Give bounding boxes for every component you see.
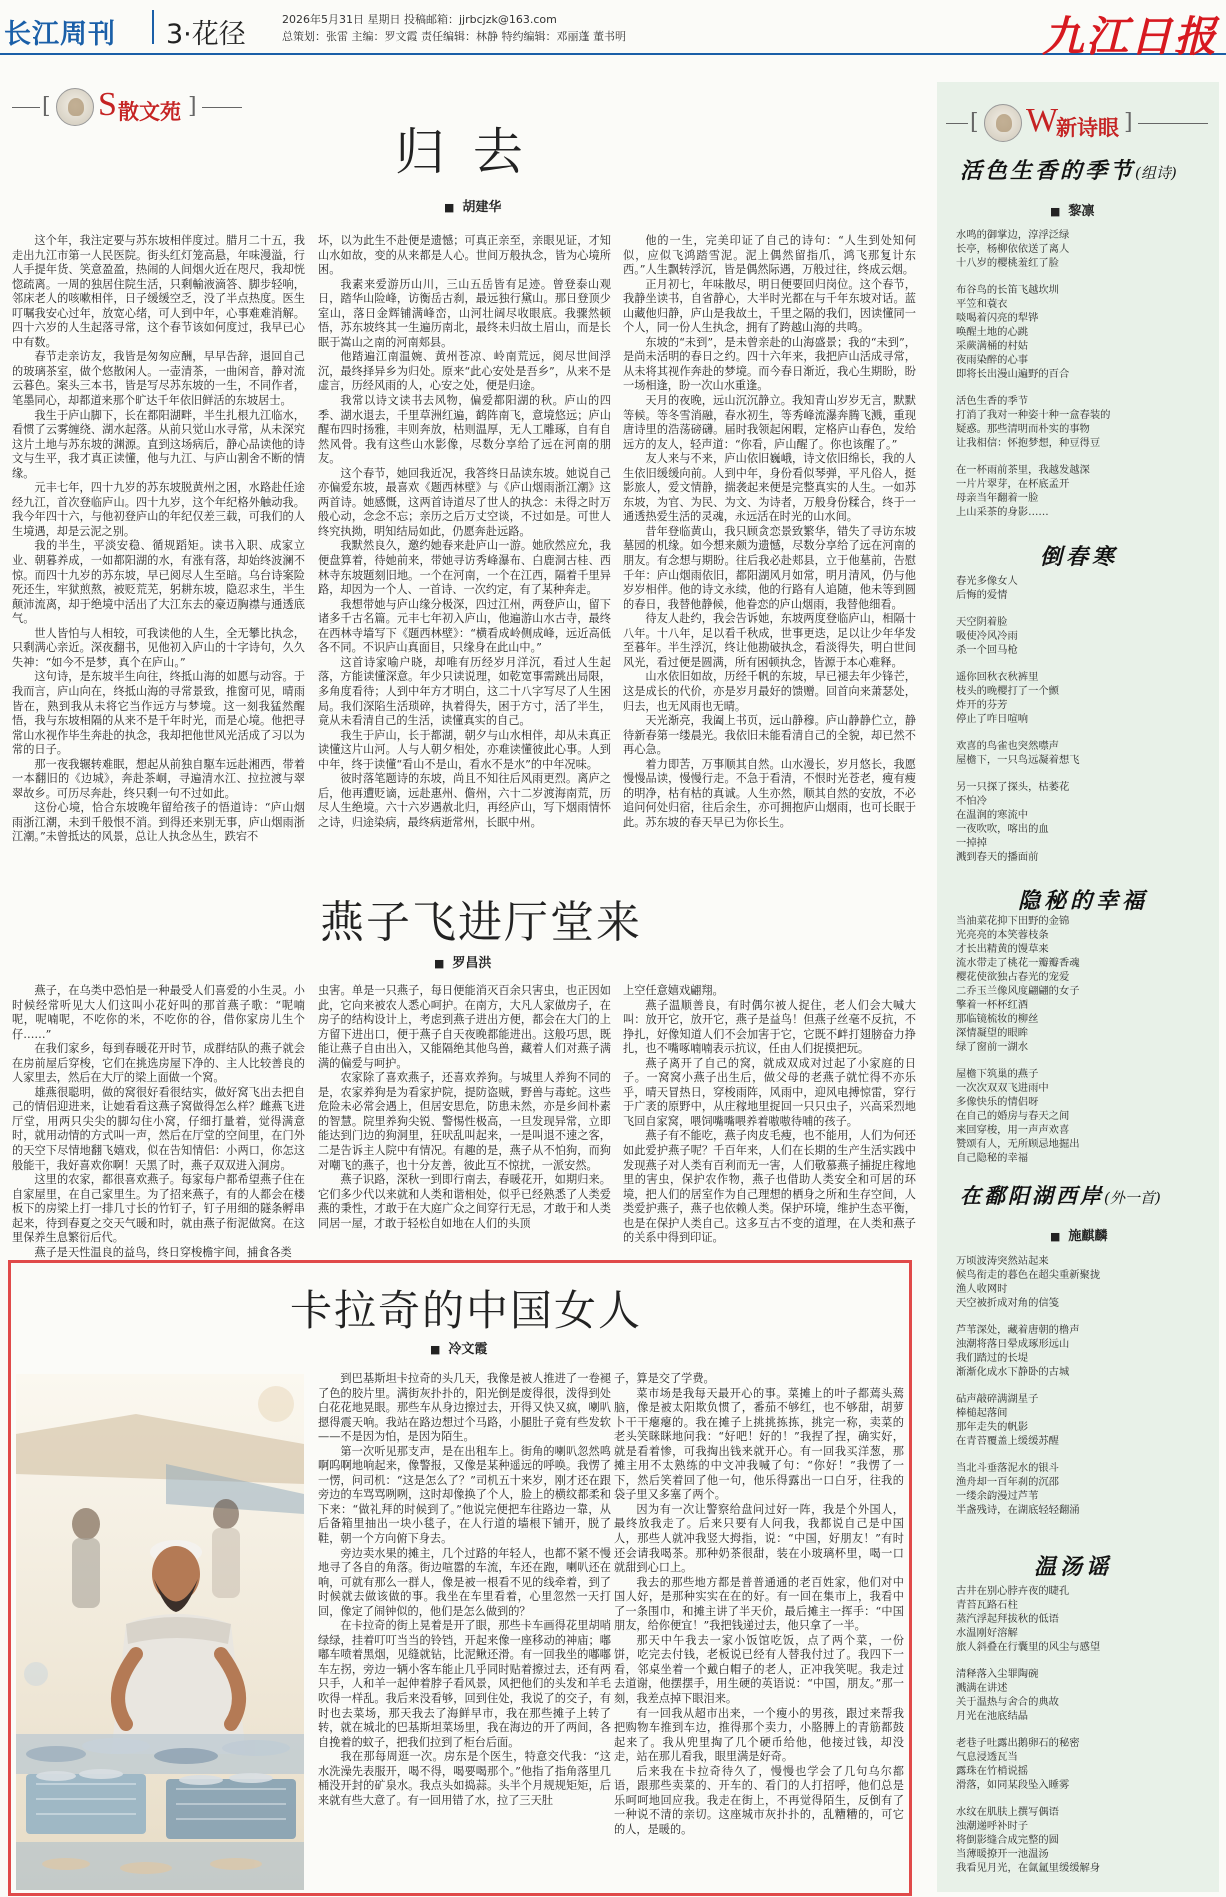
masthead-date-email: 2026年5月31日 星期日 投稿邮箱：jjrbcjzk@163.com: [282, 13, 557, 26]
poem-line: 后悔的爱情: [956, 589, 1008, 601]
market-scene-illustration: [16, 1374, 304, 1890]
paragraph: 虫害。单是一只燕子，每日便能消灭百余只害虫，也正因如此，它向来被农人悉心呵护。在南方，大凡人家做房子，在房子的结构设计上，考虑到燕子进出方便，都会在大门的上方留下进出口，便于燕子自天夜晚都能进出。这般巧思，既能让燕子自由出入，又能隔绝其他鸟兽，藏着人们对燕子满满的偏爱与呵护。: [318, 984, 611, 1070]
paragraph: 着力即苦，万事顺其自然。山水漫长，岁月悠长，我愿慢慢品读，慢慢行走。不急于看清，不恨时光苍老，瘦有瘦的明净，枯有枯的真诚。人生亦然，顺其自然的安放，不必追问何处归宿，往后余生，亦可拥抱庐山烟雨，也可长眠于此。苏东坡的春天早已为你长生。: [623, 757, 916, 829]
poem-line: 上山采茶的身影……: [956, 506, 1049, 518]
poem-line: 赞颂有人，无所顾忌地掘出: [956, 1138, 1080, 1150]
paragraph: 昔年登临黄山，我只顾贪恋景致繁华，错失了寻访东坡墓园的机缘。如今想来颇为遗憾，尽数分享给了远在河南的朋友。有念想与期盼。往后我必赴郏县，立于他墓前，告慰千年：庐山烟雨依旧，都阳湖风月如常，明月清风，仍与他岁岁相伴。他的诗文永续，他的行路有人追随，他未等到圆的春日，我替他静候，他眷恋的庐山烟雨，我替他细看。: [623, 524, 916, 611]
poem-line: 打消了我对一种姿十种一盒春装的: [956, 409, 1111, 421]
paragraph: 他的一生，完美印证了自己的诗句：“人生到处知何似，应似飞鸿踏雪泥。泥上偶然留指爪，鸿飞那复计东西。”人生飘转浮沉，皆是偶然际遇，万般过往，终成云烟。: [623, 234, 916, 277]
tag-initial-letter: S: [98, 86, 117, 123]
paragraph: 那天中午我去一家小饭馆吃饭，点了两个菜，一份饼，吃完去付钱，老板说已经有人替我付过了。我四下一看，邻桌坐着一个戴白帽子的老人，正冲我笑呢。我走过去道谢，他摆摆手，用生硬的英语说：“中国，朋友。”那一刻，我差点掉下眼泪来。: [614, 1633, 904, 1706]
poem-line: 遥你回秋衣秋裤里: [956, 671, 1039, 683]
article-column: [623, 234, 916, 884]
paragraph: 我默然良久，邀约她春来赴庐山一游。她欣然应允，我便盘算着，待她前来，带她寻访秀峰瀑布、白鹿洞古桂、西林寺东坡题刻旧地。一个在河南，一个在江西，隔着千里异路，却因为一个人、一首诗、一次约定，有了某种奔走。: [318, 539, 611, 597]
paragraph: 待友人赴约，我会告诉她，东坡两度登临庐山，相隔十八年。十八年，足以看千秋成，世事更迭，足以让少年华发至暮年。半生浮沉，终让他勘破执念，看淡得失，明白世间风光，看过便是圆满，所有困顿执念，皆源于本心难释。: [623, 612, 916, 669]
article-byline: ■ 冷文霞: [430, 1338, 487, 1357]
article-column: [318, 984, 611, 1248]
paragraph: 菜市场是我每天最开心的事。菜摊上的叶子都蔫头蔫脑，像是被太阳欺负惯了，番茄不够红，也不够甜，胡萝卜干干瘪瘪的。我在摊子上挑挑拣拣，挑完一称，卖菜的老头笑眯眯地问我：“好吧！好的！”我捏了捏，确实好，就是看着惨，可我掏出钱来就开心。有一回我买洋葱，那摊主用不太熟练的中文冲我喊了句：“你好！”我愣了一下，然后笑着回了他一句，他乐得露出一口白牙，往我的袋子里又多塞了两个。: [614, 1386, 904, 1502]
poem-line: 樱花使欲独占春光的宠爱: [956, 971, 1070, 983]
poem-line: 芦苇深处，藏着唐朝的橹声: [956, 1324, 1080, 1336]
paragraph: 我去的那些地方都是普普通通的老百姓家，他们对中国人好，是那种实实在在的好。有一回在集市上，我看中了一条围巾，和摊主讲了半天价，最后摊主一挥手：“中国朋友，给你便宜！”我把钱递过去，他只拿了一半。: [614, 1575, 904, 1633]
tag-rule-right: [202, 107, 242, 108]
poem-line: 布谷鸟的长笛飞越坎圳: [956, 284, 1059, 296]
article-column: [623, 984, 916, 1248]
poem-stanza: [956, 283, 1211, 381]
paragraph: 上空任意嬉戏翩翔。: [623, 984, 724, 997]
page-masthead: [0, 0, 1226, 61]
poem-line: 天空阴着脸: [956, 616, 1008, 628]
paragraph: 这首诗家喻户晓，却唯有历经岁月洋沉，看过人生起落，方能读懂深意。年少只读说理，如乾宽事需跳出局限，多角度看待；人到中年方才明白，这二十八字写尽了人生困局。我们深陷生活琐碎，执着得失，困于方寸，活了半生，竟从未看清自己的生活，读懂真实的自己。: [318, 655, 611, 728]
market-scene-image: [16, 1374, 304, 1890]
tag-title: 新诗眼: [1056, 115, 1119, 140]
poem-line: 当油菜花抑下田野的金锦: [956, 915, 1070, 927]
tag-initial-letter: W: [1026, 102, 1059, 139]
paragraph: 这个年，我注定要与苏东坡相伴度过。腊月二十五，我走出九江市第一人民医院。街头红灯笼高悬，年味漫溢，行人手提年货、笑意盈盈，热闹的人间烟火近在咫尺，我却恍惚疏离。一周的独居住院生活，只剩輸液滴答、脚步轻响，邻床老人的咳嗽相伴，日子缓缓空乏，没了半点热度。医生叮嘱我安心过年，放宽心绪，可人到中年，心事难难消解。四十六岁的人生起落寻常，这个春节该如何度过，我早已心中有数。: [12, 234, 305, 349]
poem-line: 清释落入尘罪陶碗: [956, 1668, 1039, 1680]
poem-line: 母亲当年翻着一脸: [956, 492, 1039, 504]
poem-line: 多像快乐的情侣呀: [956, 1096, 1039, 1108]
paragraph: 第一次听见那支声，是在出租车上。街角的喇叭忽然鸣啊呜啊地响起来，像警报，又像是某种遥远的呼唤。我愣了一愣，问司机：“这是怎么了？”司机五十来岁，刚才还在跟旁边的车骂骂咧咧，这时却像换了个人，脸上的横纹都柔和下来：“做礼拜的时候到了。”他说完便把车往路边一靠，从后备箱里抽出一块小毯子，在人行道的墙根下铺开，脱了鞋，朝一个方向俯下身去。: [318, 1444, 611, 1546]
paragraph: 坏，以为此生不赴便是遗憾；可真正亲至，亲眼见证，才知山水如故，变的从来都是人心。世间万般执念，皆为心境所困。: [318, 234, 611, 277]
poem-stanza: [956, 1805, 1211, 1875]
poem-line: 炸开的芬芳: [956, 699, 1008, 711]
paragraph: 我常以诗文读书去风物，偏爱都阳湖的秋。庐山的四季、湖水退去，千里草洲红遍，鹤阵南飞，意境悠远；庐山醒布四时扬雅，丰则奔放，枯则温厚，无人工雕琢，自有自然风骨。我有这些山水影像，尽数分享给了远在河南的朋友。: [318, 394, 611, 466]
poem-line: 活色生香的季节: [956, 395, 1029, 407]
poem-line: 半盏残诗，在湖底轻轻翻涌: [956, 1504, 1080, 1516]
article-column: [12, 984, 305, 1259]
paragraph: 山水依旧如故，历经千帆的东坡，早已褪去年少锋芒，这是成长的代价，亦是岁月最好的馈赠。回首向来萧瑟处，归去，也无风雨也无晴。: [623, 670, 916, 713]
poem-line: 天空被折成对角的信笺: [956, 1297, 1059, 1309]
paragraph: 元丰七年，四十九岁的苏东坡脱黄州之困，水路赴任途经九江，首次登临庐山。四十九岁，这个年纪格外触动我。我今年四十六，与他初登庐山的年纪仅差三载，可我们的人生境遇，却是云泥之别。: [12, 481, 305, 538]
poem-line: 在一杯雨前茶里，我越发越深: [956, 464, 1090, 476]
poem-line: 疑惑。那些清明而朴实的事物: [956, 423, 1090, 435]
poem-line: 一掉掉: [956, 837, 987, 849]
poem-line: 露珠在竹梢说摇: [956, 1765, 1029, 1777]
article-column: [318, 1372, 611, 1886]
poem-line: 吸使冷风冷雨: [956, 630, 1018, 642]
poem-line: 让我相信：怀抱梦想，种豆得豆: [956, 437, 1101, 449]
paragraph: 他踏遍江南温婉、黄州苍凉、岭南荒远，阅尽世间浮沉，最终择异乡为归处。原来“此心安处是吾乡”，从来不是虚言，历经风雨的人，心安之处，便是归途。: [318, 350, 611, 393]
poem-line: 万顷波涛突然站起来: [956, 1255, 1049, 1267]
paragraph: 我在那每周逛一次。房东是个医生，特意交代我：“这水洗澡先表服开，喝不得，喝要喝那个。”他指了指角落里几桶没开封的矿泉水。我点头如捣蒜。头半个月规规矩矩，后来就有些大意了。有一回用错了水，拉了三天肚: [318, 1750, 611, 1807]
poem-line: 停止了咋日喧响: [956, 713, 1029, 725]
paragraph: 旁边卖水果的摊主，几个过路的年轻人，也都不紧不慢地寻了各自的角落。街边喧嚣的车流，车还在跑，喇叭还在响，可就有那么一群人，像是被一根看不见的线牵着，到了时候就去做该做的事。我坐在车里看着，心里忽然一天打回，像定了闹钟似的，他们是怎么做到的？: [318, 1546, 611, 1618]
poem-title-suffix: (组诗): [1135, 164, 1177, 182]
prose-column-tag: [ S 散文苑 ]: [12, 88, 242, 128]
poem-stanza: [956, 1254, 1211, 1310]
poem-line: 春光多像女人: [956, 575, 1018, 587]
poem-line: 采蕨满桶的村姑: [956, 340, 1029, 352]
paragraph: 有一回我从超市出来，一个瘦小的男孩，跟过来帮我把购物车推到车边，推得那个卖力，小胳膊上的青筋都鼓起来了。我从兜里掏了几个硬币给他，他接过钱，却没走，站在那儿看我，眼里满是好奇。: [614, 1706, 904, 1764]
paragraph: 燕子是天性温良的益鸟，终日穿梭檐宇间，捕食各类: [34, 1245, 292, 1259]
poem-line: 水鸣的御掌边，淳浮泛绿: [956, 229, 1070, 241]
article-title: 归 去: [395, 123, 529, 181]
paragraph: 天光渐亮，我阖上书页，远山静穆。庐山静静伫立，静待新春第一缕晨光。我依旧未能看清自己的全貌，却已然不再心急。: [623, 714, 916, 757]
poem-line: 光亮亮的本笑蓉枝条: [956, 929, 1049, 941]
article-byline: ■ 胡建华: [444, 196, 501, 215]
article-title: 卡拉奇的中国女人: [290, 1286, 643, 1335]
poem-title: 温汤谣: [1034, 1554, 1113, 1580]
poem-line: 枝头的晚樱打了一个颤: [956, 685, 1059, 697]
poem-line: 在青苔覆盖上缓缓苏醒: [956, 1435, 1059, 1447]
poetry-column-tag: [ W 新诗眼 ]: [946, 104, 1216, 144]
tag-rule-right: [1138, 123, 1208, 124]
poem-line: 当北斗垂落泥水的银斗: [956, 1462, 1059, 1474]
poem-stanza: [956, 228, 1211, 270]
paragraph: 到巴基斯坦卡拉奇的头几天，我像是被人推进了一卷褪了色的胶片里。满街灰扑扑的，阳光倒是废得很，泼得到处白花花地晃眼。那些车从身边擦过去，开得又快又疯，喇叭摁得震天响。我站在路边想过个马路，小腿肚子竟有些发软——不是因为怕，是因为陌生。: [318, 1372, 611, 1444]
paragraph: 我想带她与庐山缘分极深，四过江州，两登庐山，留下诸多千古名篇。元丰七年初入庐山，他遍游山水古寺，最终在西林寺墙写下《题西林壁》：“横看成岭侧成峰，远近高低各不同。不识庐山真面目，只缘身在此山中。”: [318, 597, 611, 655]
poem-stanza: [956, 780, 1211, 864]
paragraph: 后来我在卡拉奇待久了，慢慢也学会了几句乌尔都语，跟那些卖菜的、开车的、看门的人打招呼，他们总是乐呵呵地回应我。我走在街上，不再觉得陌生，反倒有了一种说不清的亲切。这座城市灰扑扑的，乱糟糟的，可它的人，是暖的。: [614, 1764, 904, 1836]
poem-line: 来回穿梭，用一声声欢喜: [956, 1124, 1070, 1136]
paragraph: 我素来爱游历山川，三山五岳皆有足迹。曾登泰山观日，踏华山险峰，访衡岳古刹，最远独行黛山。那日登顶少室山，落日金辉铺满峰峦，山河壮阔尽收眼底。我骤然顿悟，苏东坡终其一生遍历南北，最终未归故土眉山，而是长眠于嵩山之南的河南郏县。: [318, 277, 611, 349]
paragraph: 友人来与不来，庐山依旧巍峨，诗文依旧绵长，我的人生依旧缓缓向前。人到中年，身份看似琴弹，平凡俗人，挺影旅人，爱文情静，揣袭起来便是完整真实的人生。一如苏东坡，为官、为民、为文、为诗者，万般身份糅合，终于一通透热爱生活的灵魂，永远活在时光的山水间。: [623, 452, 916, 524]
poem-line: 欢喜的鸟雀也突然噤声: [956, 740, 1059, 752]
poem-stanza: [956, 670, 1211, 726]
poem-line: 屋檐下，一只鸟远凝着想飞: [956, 754, 1080, 766]
poem-line: 旅人斜叠在行囊里的风尘与感望: [956, 1641, 1101, 1653]
poem-stanza: [956, 394, 1211, 450]
poem-line: 杀一个回马枪: [956, 644, 1018, 656]
poem-line: 夜雨染醉的心事: [956, 354, 1029, 366]
poem-stanza: [956, 1067, 1211, 1165]
newspaper-logo: 九江日报: [1041, 12, 1218, 61]
paragraph: 因为有一次让警察给盘问过好一阵，我是个外国人，最终放我走了。后来只要有人问我，我都说自己是中国人，那些人就冲我竖大拇指，说：“中国，好朋友！”有时还会请我喝茶。那种奶茶很甜，装在小玻璃杯里，喝一口就甜到心口上。: [614, 1502, 904, 1575]
paragraph: 这句诗，是东坡半生向往，终抵山海的如愿与动容。于我而言，庐山向在，终抵山海的寻常景致，推窗可见，晴雨皆在，熟到我从未将它当作远方与梦境。这一刻我猛然醒悟，我与东坡相隔的从来不是千年时光，而是心境。他把寻常山水视作毕生奔赴的执念，我却把他世风光活成了习以为常的日子。: [12, 670, 305, 757]
section-name: 长江周刊: [4, 19, 116, 50]
tag-rule-left: [946, 123, 968, 124]
poem-line: 一缕余韵漫过芦苇: [956, 1490, 1039, 1502]
poem-line: 砧声敲碎满湖星子: [956, 1393, 1039, 1405]
poem-stanza: [956, 1392, 1211, 1448]
poem-line: 古井在别心脖卉夜的睫孔: [956, 1585, 1070, 1597]
poem-line: 渔人收网时: [956, 1283, 1008, 1295]
poem-line: 流水带走了桃花一瓣瓣香魂: [956, 957, 1080, 969]
poem-line: 水纹在肌肤上撰写偶语: [956, 1806, 1059, 1818]
article-column: [12, 234, 305, 884]
poem-line: 溅满在讲述: [956, 1682, 1008, 1694]
poem-line: 渔舟却一百年刹的沉邵: [956, 1476, 1059, 1488]
paragraph: 天月的夜晚，远山沉沉静立。我知青山岁岁无言，默默等候。等冬雪消融，春水初生，等秀峰流瀑奔腾飞溅，重现唐诗里的浩荡磅礴。届时我领起闲暇，定格庐山春色，发给远方的友人，轻声道：“你看，庐山醒了。你也该醒了。”: [623, 394, 916, 451]
poem-stanza: [956, 1667, 1211, 1723]
poem-line: 水温刚好溶解: [956, 1627, 1018, 1639]
paragraph: 燕子识路，深秋一到即行南去，春暖花开，如期归来。它们多少代以来就和人类和谐相处，似乎已经熟悉了人类爱燕的秉性，才敢于在大庭广众之间穿行无忌，才敢于和人类同居一屋，才敢于轻松自如地在人们的头顶: [318, 1173, 611, 1230]
poem-stanza: [956, 574, 1211, 602]
poem-line: 候鸟衔走的暮色在超尖重新聚拢: [956, 1269, 1101, 1281]
paragraph: 正月初七，年味散尽，明日便要回归岗位。这个春节，我静坐读书，自省静心，大半时光都在与千年东坡对话。蓝山藏他归静，庐山是我故土，千里之隔的我们，因读懂同一个人，同一份人生执念，拥有了跨越山海的共鸣。: [623, 277, 916, 335]
paragraph: 在我们家乡，每到春暖花开时节，成群结队的燕子就会在房前屋后穿梭，它们在挑选房屋下净的、主人比较善良的人家里去，然后在大厅的梁上面做一个窝。: [12, 1042, 305, 1085]
poem-body: [956, 228, 1211, 538]
poem-stanza: [956, 1736, 1211, 1792]
paragraph: 雄燕很聪明，做的窝很好看很结实，做好窝飞出去把自己的情侣迎进来，让她看看这燕子窝做得怎么样？雌燕飞进厅堂，用两只尖尖的脚勾住小窝，仔细打量着，觉得满意时，就用动情的方式叫一声，然后在厅堂的空间里，在门外的天空下尽情地翻飞嬉戏，似在告知情侣：小两口，你怎这般能干，我好喜欢你啊！天黑了时，燕子双双进入洞房。: [12, 1085, 305, 1172]
poem-line: 月光在池底结晶: [956, 1710, 1029, 1722]
poem-stanza: [956, 615, 1211, 657]
poem-stanza: [956, 463, 1211, 519]
poem-line: 青苔瓦路石柱: [956, 1599, 1018, 1611]
poem-line: 将倒影缝合成完整的圆: [956, 1834, 1059, 1846]
paragraph: 燕子，在乌类中恐怕是一种最受人们喜爱的小生灵。小时候经常听见大人们这叫小花好叫的那首燕子歌：“呢喃呢，呢喃呢，不吃你的米，不吃你的谷，借你家房儿生个仔……”: [12, 984, 305, 1041]
poem-line: 一夜吹吹，喀出的血: [956, 823, 1049, 835]
poem-line: 十八岁的樱桃羞红了脸: [956, 257, 1059, 269]
poem-line: 不怕冷: [956, 795, 987, 807]
paragraph: 燕子离开了自己的窝，就成双成对过起了小家庭的日子。一窝窝小燕子出生后，做父母的老燕子就忙得不亦乐乎，晴天冒热日，穿梭雨阵，风雨中，迎风电搏惊雷，穿行于广袤的原野中，从庄稼地里捉回一只只虫子，兴高采烈地飞回自家窝，喂饲嘴嘴喂养着嗷嗷待哺的孩子。: [623, 1056, 916, 1128]
paragraph: 东坡的“未到”，是未曾亲赴的山海盛景；我的“未到”，是尚未活明的春日之约。四十六年来，我把庐山活成寻常，从未将其视作奔赴的梦境。而今春日渐近，我心生期盼，盼一场相逢，盼一次山水重逢。: [623, 335, 916, 393]
poem-line: 擎着一杯杯红酒: [956, 999, 1029, 1011]
poem-stanza: [956, 1323, 1211, 1379]
poem-line: 当薄暖撩开一池温汤: [956, 1848, 1049, 1860]
poem-stanza: [956, 1584, 1211, 1654]
poem-line: 屋檐下筑巢的燕子: [956, 1068, 1039, 1080]
seal-emblem-icon: [984, 104, 1022, 142]
paragraph: 彼时落笔题诗的东坡，尚且不知往后风雨更烈。离庐之后，他再遭贬谪，远赴惠州、儋州，六十二岁渡海南荒，历尽人生绝境。六十六岁遇赦北归，再经庐山，写下烟雨情怀之诗，归途染病，最终病逝常州，长眠中州。: [318, 772, 611, 829]
poem-line: 唤醒土地的心跳: [956, 326, 1029, 338]
poem-line: 我看见月光，在氤氲里缓缓解身: [956, 1862, 1101, 1874]
poem-line: 渐渐化成水下静卧的古城: [956, 1366, 1070, 1378]
paragraph: 燕子温顺善良，有时偶尔被人捉住，老人们会大喊大叫：放开它，放开它，燕子是益鸟！但燕子丝毫不反抗，不挣扎，好像知道人们不会加害于它，它既不衅打翅膀奋力挣扎，也不嘴啄喃喃表示抗议，任由人们捉摸把玩。: [623, 998, 916, 1056]
paragraph: 子，算是交了学费。: [614, 1372, 715, 1385]
poem-title: 隐秘的幸福: [1018, 888, 1149, 914]
poem-line: 才长出精黄的馒草来: [956, 943, 1049, 955]
poem-line: 一片片翠芽，在杯底孟开: [956, 478, 1070, 490]
paragraph: 我生于庐山，长于都湖，朝夕与山水相伴，却从未真正读懂这片山河。人与人朝夕相处，亦难读懂彼此心事。人到中年，终于读懂“看山不是山，看水不是水”的中年况味。: [318, 728, 611, 771]
poem-line: 绿了窗前一湖水: [956, 1041, 1029, 1053]
poem-line: 那临镜梳妆的柳丝: [956, 1013, 1039, 1025]
poem-byline: ■ 施麒麟: [1050, 1225, 1107, 1244]
poem-line: 蒸汽浮起拜拔秋的低语: [956, 1613, 1059, 1625]
poem-title: [960, 154, 1177, 185]
poem-line: 平笠和蓑衣: [956, 298, 1008, 310]
poem-line: 气息浸透瓦当: [956, 1751, 1018, 1763]
poem-line: 我们踏过的长堤: [956, 1352, 1029, 1364]
article-column: [318, 234, 611, 884]
paragraph: 农家除了喜欢燕子，还喜欢养狗。与城里人养狗不同的是，农家养狗是为看家护院，提防盗贼，野兽与毒蛇。这些危险未必常会遇上，但居安思危，防患未然，亦是乡间朴素的智慧。院里养狗尖锐、警惕性极高，一旦发现异常，立即能达到门边的狗洞里，狂吠乱叫起来，一是叫退不速之客，二是告诉主人院中有情况。有趣的是，燕子从不怕狗，而狗对嘲飞的燕子，也十分友善，彼此互不惊扰，一派安然。: [318, 1071, 611, 1172]
poem-line: 二乔玉兰像风度翩翩的女子: [956, 985, 1080, 997]
paragraph: 这份心境，恰合东坡晚年留给孩子的悟道诗：“庐山烟雨浙江潮，未到千般恨不消。到得还来别无事，庐山烟雨浙江潮。”未曾抵达的风景，总让人执念丛生，跌宕不: [12, 801, 305, 844]
paragraph: 我的半生，平淡安稳、循规蹈矩。读书入职、成家立业、朝暮养成，一如都阳湖的水，有涨有落，却始终波澜不惊。而四十九岁的苏东坡，早已阅尽人生至暗。乌台诗案险死还生，牢狱煎熬，被贬荒芜，躬耕东坡，隐忍求生，半生颠沛流离，却于绝境中活出了大江东去的豪迈胸襟与通透底气。: [12, 539, 305, 626]
seal-emblem-icon: [56, 88, 94, 126]
poem-line: 滑落，如同某段坠入睡雾: [956, 1779, 1070, 1791]
paragraph: 我生于庐山脚下，长在都阳湖畔，半生扎根九江临水，看惯了云雾缠绕、湖水起落。从前只觉山水寻常，从未深究这片土地与苏东坡的渊源。直到这场病后，静心品读他的诗文与生平，我才真正读懂，他与九江、与庐山割舍不断的情缘。: [12, 408, 305, 480]
poem-body: [956, 914, 1211, 1172]
poem-body: [956, 1254, 1211, 1544]
poem-byline: ■ 黎凛: [1050, 200, 1094, 219]
article-title: 燕子飞进厅堂来: [320, 897, 642, 948]
poem-line: 溅到春天的播面前: [956, 851, 1039, 863]
poem-line: 老巷子吐露出鹅卵石的秘密: [956, 1737, 1080, 1749]
poem-body: [956, 1584, 1211, 1890]
masthead-editors: 总策划：张雷 主编：罗文霞 责任编辑：林静 特约编辑：邓丽蓬 董书明: [282, 30, 626, 43]
poem-line: 在自己的婚房与春天之间: [956, 1110, 1070, 1122]
poem-stanza: [956, 1461, 1211, 1517]
page-label: 3·花径: [166, 19, 246, 50]
paragraph: 世人皆怕与人相较，可我读他的人生，全无攀比执念，只剩满心亲近。深夜翻书，见他初入庐山的十字诗句，久久失神：“如今不是梦，真个在庐山。”: [12, 626, 305, 669]
poem-title-text: 活色生香的季节: [960, 158, 1136, 184]
poem-line: 浊潮递呼补时子: [956, 1820, 1029, 1832]
poem-line: 啖喝着闪亮的犁铧: [956, 312, 1039, 324]
poem-line: 自己隐秘的幸福: [956, 1152, 1029, 1164]
paragraph: 燕子有不能吃，燕子肉皮毛瘦，也不能用，人们为何还如此爱护燕子呢？千百年来，人们在长期的生产生活实践中发现燕子对人类有百利而无一害，人们敬慕燕子捕捉庄稼地里的害虫，保护农作物，燕子也借助人类安全和可居的环境，把人们的居室作为自己理想的栖身之所和生存空间，人类爱护燕子，燕子也依赖人类。保护环境，维护生态平衡，也是在保护人类自己。这多互古不变的道理，在人类和燕子的关系中得到印证。: [623, 1129, 916, 1245]
tag-title: 散文苑: [118, 99, 181, 124]
poem-line: 长亭，杨柳依依送了离人: [956, 243, 1070, 255]
poem-line: 即将长出漫山遍野的百合: [956, 368, 1070, 380]
paragraph: 春节走亲访友，我皆是匆匆应酬，早早告辞，退回自己的玻璃茶室，做个悠散闲人。一壶清茶，一曲闲音，静对流云暮色。案头三本书，皆是写尽苏东坡的一生，不同作者，笔墨同心，却都道来那个旷达千年依旧鲜活的东坡居士。: [12, 350, 305, 408]
article-byline: ■ 罗昌洪: [434, 952, 491, 971]
article-column: [614, 1372, 904, 1886]
poem-line: 关于温热与舍合的典故: [956, 1696, 1059, 1708]
poem-line: 深情凝望的眼眸: [956, 1027, 1029, 1039]
poem-line: 那年走失的帆影: [956, 1421, 1029, 1433]
paragraph: 这里的农家，都很喜欢燕子。每家每户都希望燕子住在自家屋里，在自己家里生。为了招来燕子，有的人都会在楼板下的房梁上打一排几寸长的竹钉子，钉子用细的隧条孵串起来，待到春夏之交天气暖和时，就由燕子衔泥做窝。在这里保养生息繁衍后代。: [12, 1173, 305, 1245]
poem-stanza: [956, 739, 1211, 767]
poem-line: 在温润的寒流中: [956, 809, 1029, 821]
paragraph: 在卡拉奇的街上晃着是开了眼，那些卡车画得花里胡哨绿绿，挂着叮叮当当的铃铛，开起来像一座移动的神庙；嘟嘟车喷着黑烟，见缝就钻，比泥鳅还滑。有一回我坐的嘟嘟车左拐，旁边一辆小客车能止几乎同时贴着擦过去，还有两只手，人和羊一起伸着脖子看风景，风把他们的头发和羊毛吹得一样乱。我后来没看够，回到住处，我说了的交子，有时也去菜场，那天我去了海鲜早市，我在那些摊子上转了转，就在城北的巴基斯坦菜场里，我在海边的开了两间，各自挽着的蚊子，把我们拉到了柜台后面。: [318, 1619, 611, 1749]
poem-line: 另一只探了探头，枯萎花: [956, 781, 1070, 793]
poem-title: 倒春寒: [1040, 544, 1119, 570]
masthead-meta: [282, 11, 626, 45]
masthead-divider: [152, 10, 154, 44]
poem-line: 棒槌起落间: [956, 1407, 1008, 1419]
poem-title: [960, 1180, 1161, 1210]
poem-line: 一次次双双飞进雨中: [956, 1082, 1049, 1094]
poem-body: [956, 574, 1211, 874]
poem-title-suffix: (外一首): [1104, 1189, 1161, 1207]
tag-rule-left: [12, 107, 40, 108]
poem-stanza: [956, 914, 1211, 1054]
poem-line: 浊潮将落日晕成琢形远山: [956, 1338, 1070, 1350]
poem-title-text: 在鄱阳湖西岸: [960, 1183, 1104, 1208]
paragraph: 这个春节，她回我近况，我答终日品读东坡。她说自己亦偏爱东坡，最喜欢《题西林壁》与《庐山烟雨浙江潮》这两首诗。她感慨，这两首诗道尽了世人的执念：未得之时万般心动，念念不忘；亲历之后万丈空谈，不过如是。可世人终究执拗，明知结局如此，仍愿奔赴远路。: [318, 466, 611, 538]
paragraph: 那一夜我辗转难眠，想起从前独自駆车远赴湘西，带着一本翻旧的《边城》，奔赴茶峒，寻遍清水江、拉拉渡与翠翠故乡。可历尽奔赴，终只剩一句不过如此。: [12, 757, 305, 800]
